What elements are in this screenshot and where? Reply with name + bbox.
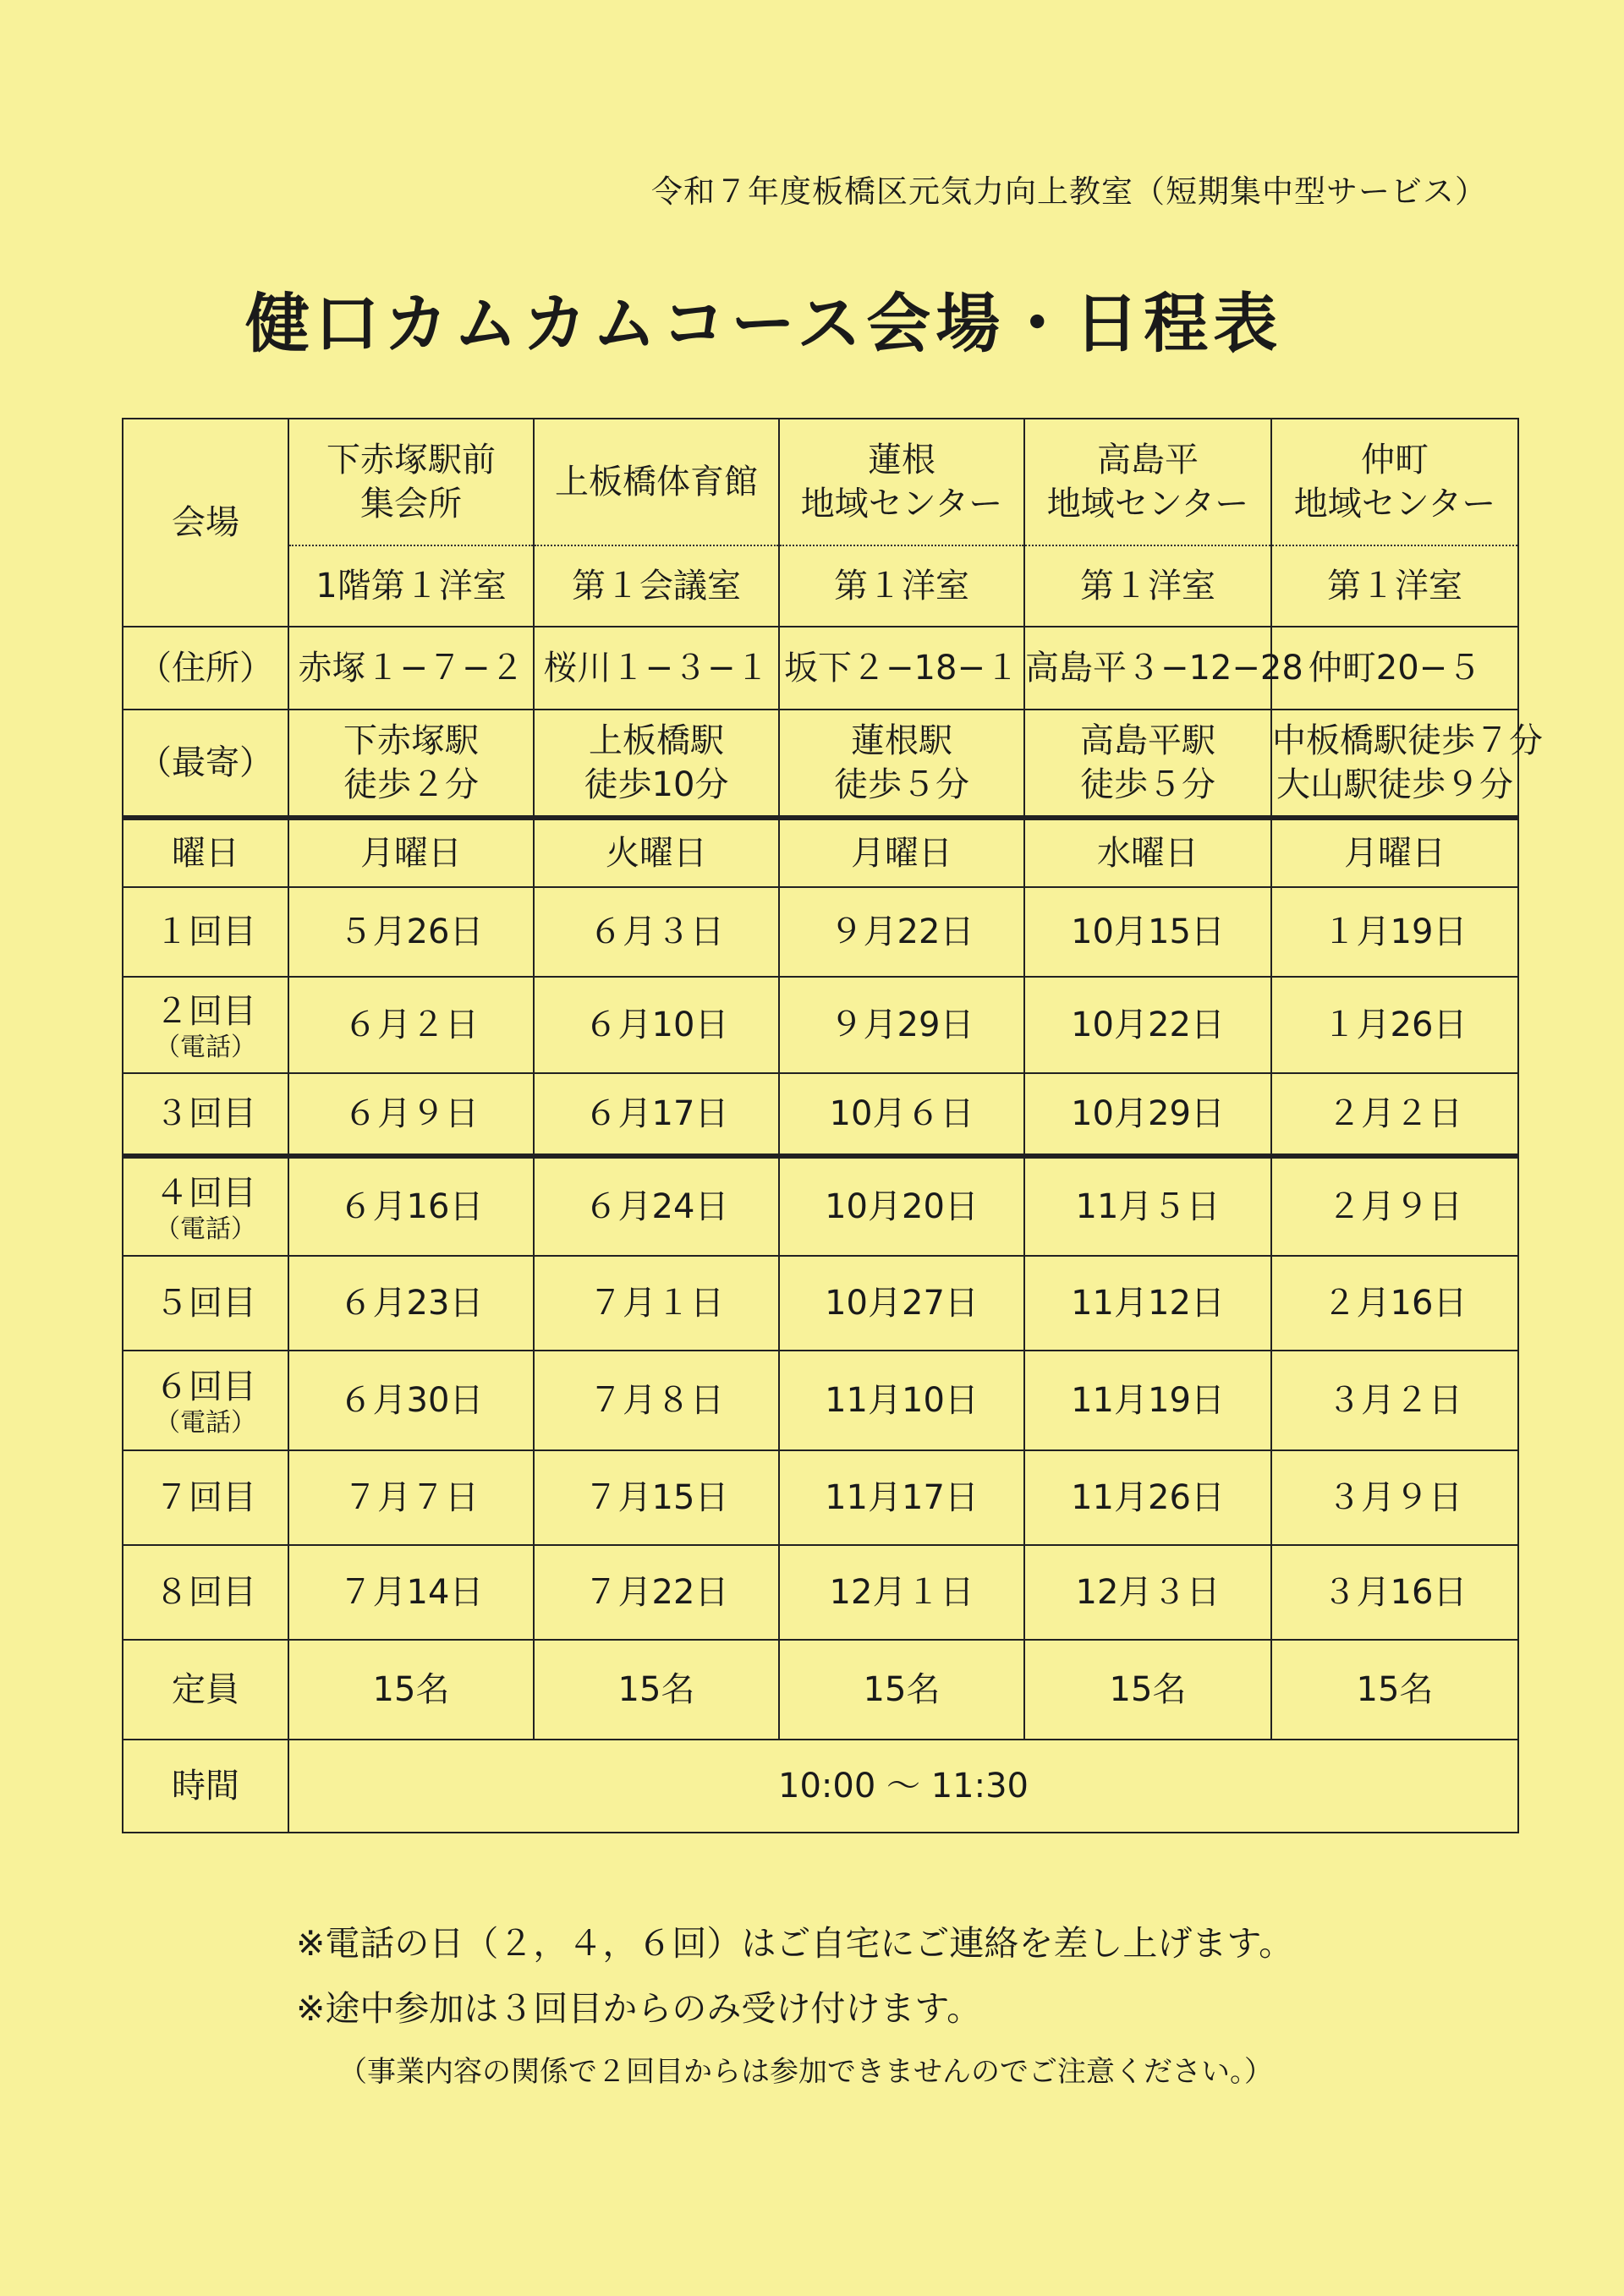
venue-weekday: 月曜日 bbox=[288, 818, 534, 887]
session-label: １回目 bbox=[123, 887, 288, 977]
session-date: 10月29日 bbox=[1024, 1073, 1271, 1156]
venue-address: 赤塚１−７−２ bbox=[288, 627, 534, 710]
session-date: 10月20日 bbox=[779, 1156, 1024, 1256]
venue-capacity: 15名 bbox=[288, 1640, 534, 1740]
access-station: 蓮根駅 bbox=[851, 721, 952, 760]
session-label: ２回目 bbox=[155, 991, 256, 1031]
venue-room: 第１洋室 bbox=[779, 545, 1024, 627]
venue-room: 第１洋室 bbox=[1024, 545, 1271, 627]
session-date: 10月６日 bbox=[779, 1073, 1024, 1156]
table-row bbox=[123, 1351, 1518, 1450]
venue-name-line2: 地域センター bbox=[800, 485, 1003, 523]
session-label: ６回目 bbox=[155, 1367, 256, 1406]
venue-name-cell bbox=[534, 419, 779, 545]
late-join-note: ※途中参加は３回目からのみ受け付けます。 bbox=[296, 1988, 982, 2029]
session-date: 12月１日 bbox=[779, 1545, 1024, 1640]
venue-weekday: 火曜日 bbox=[534, 818, 779, 887]
session-date: 11月５日 bbox=[1024, 1156, 1271, 1256]
venue-access bbox=[1271, 710, 1543, 818]
phone-day-note: ※電話の日（２，４，６回）はご自宅にご連絡を差し上げます。 bbox=[296, 1923, 1294, 1964]
table-row bbox=[123, 1073, 1518, 1156]
session-date: 11月26日 bbox=[1024, 1450, 1271, 1545]
session-date: 10月15日 bbox=[1024, 887, 1271, 977]
venue-name-cell bbox=[779, 419, 1024, 545]
session-date: ６月２日 bbox=[288, 977, 534, 1073]
session-date: 11月19日 bbox=[1024, 1351, 1271, 1450]
table-row bbox=[123, 1450, 1518, 1545]
session-date: ２月16日 bbox=[1271, 1256, 1518, 1351]
access-station: 高島平駅 bbox=[1080, 721, 1215, 760]
session-date: ２月２日 bbox=[1271, 1073, 1518, 1156]
session-date: ６月16日 bbox=[288, 1156, 534, 1256]
venue-name-line2: 地域センター bbox=[1046, 485, 1249, 523]
session-date: ６月３日 bbox=[534, 887, 779, 977]
venue-name-line1: 高島平 bbox=[1097, 441, 1199, 479]
session-date: ６月９日 bbox=[288, 1073, 534, 1156]
phone-note: （電話） bbox=[155, 1032, 256, 1062]
session-date: ７月22日 bbox=[534, 1545, 779, 1640]
schedule-table bbox=[122, 418, 1543, 1833]
venue-label: 会場 bbox=[123, 419, 288, 627]
venue-name-line1: 蓮根 bbox=[868, 441, 935, 479]
venue-room: 1階第１洋室 bbox=[288, 545, 534, 627]
session-label-cell bbox=[123, 1156, 288, 1256]
session-label: ５回目 bbox=[123, 1256, 288, 1351]
session-label: ４回目 bbox=[155, 1173, 256, 1213]
venue-room: 第１会議室 bbox=[534, 545, 779, 627]
session-date: 10月22日 bbox=[1024, 977, 1271, 1073]
session-date: ７月15日 bbox=[534, 1450, 779, 1545]
session-date: 12月３日 bbox=[1024, 1545, 1271, 1640]
table-row bbox=[123, 977, 1518, 1073]
weekday-label: 曜日 bbox=[123, 818, 288, 887]
venue-access bbox=[1024, 710, 1271, 818]
access-walk: 徒歩10分 bbox=[584, 765, 729, 804]
session-date: ６月24日 bbox=[534, 1156, 779, 1256]
session-date: ７月14日 bbox=[288, 1545, 534, 1640]
session-date: 11月10日 bbox=[779, 1351, 1024, 1450]
venue-address: 坂下２−18−１ bbox=[779, 627, 1024, 710]
session-date: ７月７日 bbox=[288, 1450, 534, 1545]
address-label: （住所） bbox=[123, 627, 288, 710]
session-label-cell bbox=[123, 1351, 288, 1450]
venue-name-line1: 上板橋体育館 bbox=[555, 463, 758, 501]
page-title: 健口カムカムコース会場・日程表 bbox=[245, 286, 1283, 361]
access-walk: 徒歩５分 bbox=[1080, 765, 1215, 804]
venue-name-cell bbox=[1024, 419, 1271, 545]
session-date: ３月９日 bbox=[1271, 1450, 1518, 1545]
venue-weekday: 月曜日 bbox=[1271, 818, 1518, 887]
venue-name-line1: 下赤塚駅前 bbox=[326, 441, 496, 479]
venue-capacity: 15名 bbox=[1024, 1640, 1271, 1740]
session-date: ５月26日 bbox=[288, 887, 534, 977]
session-date: ７月１日 bbox=[534, 1256, 779, 1351]
access-station: 上板橋駅 bbox=[589, 721, 724, 760]
venue-access bbox=[288, 710, 534, 818]
phone-note: （電話） bbox=[155, 1407, 256, 1438]
session-date: ２月９日 bbox=[1271, 1156, 1518, 1256]
venue-room: 第１洋室 bbox=[1271, 545, 1518, 627]
session-time: 10:00 〜 11:30 bbox=[288, 1740, 1518, 1833]
venue-name-line1: 仲町 bbox=[1361, 441, 1429, 479]
venue-name-cell bbox=[1271, 419, 1518, 545]
session-date: 11月12日 bbox=[1024, 1256, 1271, 1351]
table-row bbox=[123, 1156, 1518, 1256]
venue-capacity: 15名 bbox=[1271, 1640, 1518, 1740]
session-date: 10月27日 bbox=[779, 1256, 1024, 1351]
venue-address: 仲町20−５ bbox=[1271, 627, 1518, 710]
venue-name-cell bbox=[288, 419, 534, 545]
nearest-label: （最寄） bbox=[123, 710, 288, 818]
time-label: 時間 bbox=[123, 1740, 288, 1833]
access-station: 下赤塚駅 bbox=[343, 721, 479, 760]
session-date: ６月17日 bbox=[534, 1073, 779, 1156]
table-row bbox=[123, 1545, 1518, 1640]
venue-weekday: 水曜日 bbox=[1024, 818, 1271, 887]
session-date: ６月23日 bbox=[288, 1256, 534, 1351]
session-label: ３回目 bbox=[123, 1073, 288, 1156]
phone-note: （電話） bbox=[155, 1214, 256, 1244]
table-row bbox=[123, 1256, 1518, 1351]
session-date: ３月16日 bbox=[1271, 1545, 1518, 1640]
venue-address: 桜川１−３−１ bbox=[534, 627, 779, 710]
venue-name-line2: 地域センター bbox=[1293, 485, 1496, 523]
venue-access bbox=[534, 710, 779, 818]
venue-weekday: 月曜日 bbox=[779, 818, 1024, 887]
access-walk: 徒歩２分 bbox=[343, 765, 479, 804]
access-walk: 徒歩５分 bbox=[834, 765, 969, 804]
session-label: ８回目 bbox=[123, 1545, 288, 1640]
access-station: 中板橋駅徒歩７分 bbox=[1272, 721, 1543, 760]
session-label-cell bbox=[123, 977, 288, 1073]
access-walk: 大山駅徒歩９分 bbox=[1276, 765, 1513, 804]
session-date: ６月30日 bbox=[288, 1351, 534, 1450]
session-date: ６月10日 bbox=[534, 977, 779, 1073]
program-subtitle: 令和７年度板橋区元気力向上教室（短期集中型サービス） bbox=[651, 173, 1487, 210]
session-date: ３月２日 bbox=[1271, 1351, 1518, 1450]
venue-access bbox=[779, 710, 1024, 818]
session-date: 11月17日 bbox=[779, 1450, 1024, 1545]
session-date: １月19日 bbox=[1271, 887, 1518, 977]
session-date: ９月29日 bbox=[779, 977, 1024, 1073]
caution-note: （事業内容の関係で２回目からは参加できませんのでご注意ください。） bbox=[338, 2055, 1273, 2089]
venue-capacity: 15名 bbox=[534, 1640, 779, 1740]
venue-name-line2: 集会所 bbox=[360, 485, 462, 523]
session-date: １月26日 bbox=[1271, 977, 1518, 1073]
session-label: ７回目 bbox=[123, 1450, 288, 1545]
table-row bbox=[123, 887, 1518, 977]
capacity-label: 定員 bbox=[123, 1640, 288, 1740]
venue-capacity: 15名 bbox=[779, 1640, 1024, 1740]
session-date: ７月８日 bbox=[534, 1351, 779, 1450]
session-date: ９月22日 bbox=[779, 887, 1024, 977]
venue-address: 高島平３−12−28 bbox=[1024, 627, 1271, 710]
